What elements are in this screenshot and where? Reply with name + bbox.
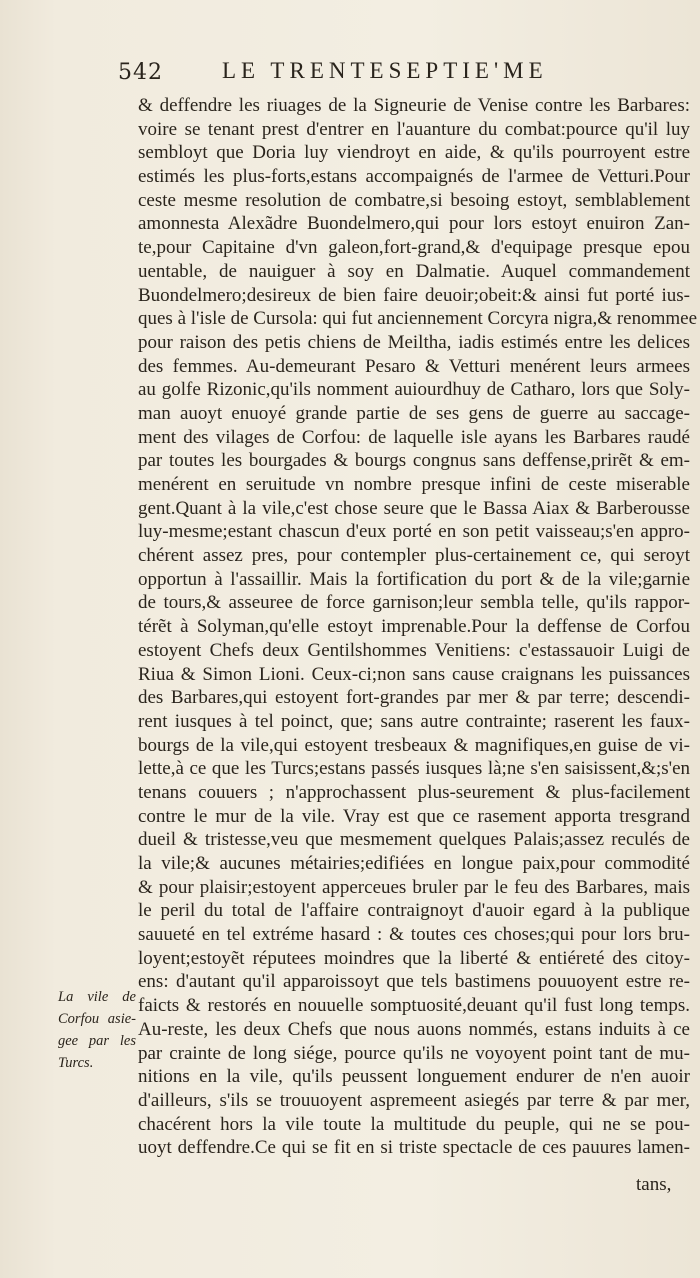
text-line: d'ailleurs, s'ils se trouuoyent aspremeent asiegés par terre & par mer, (138, 1089, 690, 1111)
text-line: opportun à l'assaillir. Mais la fortification du port & de la vile;garnie (138, 568, 690, 590)
page-number: 542 (118, 60, 163, 85)
text-line: ques à l'isle de Cursola: qui fut anciennement Corcyra nigra,& renommee (138, 308, 697, 330)
text-line: le peril du total de l'affaire contraignoyt d'auoir egard à la publique (138, 900, 690, 922)
text-line: loyent;estoyẽt réputees moindres que la liberté & entiéreté des citoy- (138, 947, 690, 969)
margin-note-line: La vile de (58, 989, 136, 1005)
text-line: estimés les plus-forts,estans accompaignés de l'armee de Vetturi.Pour (138, 166, 690, 188)
text-line: man auoyt enuoyé grande partie de ses gens de guerre au saccage- (138, 402, 690, 424)
running-head: LE TRENTESEPTIE'ME (222, 58, 548, 83)
text-line: amonnesta Alexãdre Buondelmero,qui pour lors estoyt enuiron Zan- (138, 213, 690, 235)
text-line: térẽt à Solyman,qu'elle estoyt imprenable.Pour la deffense de Corfou (138, 616, 690, 638)
text-line: sauueté en tel extréme hasard : & toutes ces choses;qui pour lors bru- (138, 924, 690, 946)
margin-note-line: gee par les (58, 1033, 136, 1049)
text-line: par crainte de long siége, pource qu'ils ne voyoyent point tant de mu- (138, 1042, 690, 1064)
text-line: Buondelmero;desireux de bien faire deuoir;obeit:& ainsi fut porté ius- (138, 284, 690, 306)
text-line: luy-mesme;estant chascun d'eux porté en son petit vaisseau;s'en appro- (138, 521, 690, 543)
text-line: des femmes. Au-demeurant Pesaro & Vetturi menérent leurs armees (138, 355, 690, 377)
text-line: chérent assez pres, pour contempler plus-certainement ce, qui seroyt (138, 545, 690, 567)
text-line: ens: d'autant qu'il apparoissoyt que tels bastimens pouuoyent estre re- (138, 971, 690, 993)
text-line: voire se tenant prest d'entrer en l'auanture du combat:pource qu'il luy (138, 118, 690, 140)
text-line: chacérent hors la vile toute la multitude du peuple, qui ne se pou- (138, 1113, 690, 1135)
text-line: la vile;& aucunes métairies;edifiées en longue paix,pour commodité (138, 853, 690, 874)
text-line: contre le mur de la vile. Vray est que ce rasement apporta tresgrand (138, 805, 690, 827)
margin-note (58, 986, 136, 1074)
text-line: Au-reste, les deux Chefs que nous auons nommés, estans induits à ce (138, 1018, 690, 1040)
text-line: faicts & restorés en nouuelle somptuosité,deuant qu'il fust long temps. (138, 995, 690, 1017)
text-line: au golfe Rizonic,qu'ils nomment auiourdhuy de Catharo, lors que Soly- (138, 379, 690, 401)
text-line: & deffendre les riuages de la Signeurie de Venise contre les Barbares: (138, 95, 690, 116)
text-line: lette,à ce que les Turcs;estans passés iusques là;ne s'en saisissent,&;s'en (138, 758, 690, 780)
text-line: ceste mesme resolution de combatre,si besoing estoyt, semblablement (138, 189, 690, 211)
text-line: menérent en seruitude vn nombre presque infini de ceste miserable (138, 474, 690, 495)
text-line: & pour plaisir;estoyent apperceues bruler par le feu des Barbares, mais (138, 876, 690, 898)
text-line: tenans couuers ; n'approchassent plus-seurement & plus-facilement (138, 781, 690, 803)
text-line: dueil & tristesse,veu que mesmement quelques Palais;assez reculés de (138, 829, 690, 851)
text-line: bourgs de la vile,qui estoyent tresbeaux & magnifiques,en guise de vi- (138, 734, 690, 756)
margin-note-line: Turcs. (58, 1055, 94, 1071)
text-line: ment des vilages de Corfou: de laquelle isle ayans les Barbares raudé (138, 426, 690, 448)
text-line: uentable, de nauiguer à soy en Dalmatie. Auquel commandement (138, 260, 690, 282)
text-line: Riua & Simon Lioni. Ceux-ci;non sans cause craignans les puissances (138, 663, 690, 685)
catchword: tans, (636, 1174, 672, 1195)
text-line: des Barbares,qui estoyent fort-grandes par mer & par terre; descendi- (138, 687, 690, 709)
text-line: nitions en la vile, qu'ils peussent longuement endurer de n'en auoir (138, 1066, 690, 1088)
text-line: pour raison des petis chiens de Meiltha, iadis estimés entre les delices (138, 331, 690, 353)
text-line: par toutes les bourgades & bourgs congnus sans deffense,prirẽt & em- (138, 450, 690, 472)
text-line: rent iusques à tel poinct, que; sans autre contrainte; raserent les faux- (138, 710, 690, 732)
margin-note-line: Corfou asie- (58, 1011, 136, 1027)
text-line: te,pour Capitaine d'vn galeon,fort-grand,& d'equipage presque epou (138, 237, 690, 259)
text-line: de tours,& asseuree de force garnison;leur sembla telle, qu'ils rappor- (138, 592, 690, 614)
text-line: estoyent Chefs deux Gentilshommes Venitiens: c'estassauoir Luigi de (138, 639, 690, 661)
body-text (138, 94, 697, 1160)
text-line: gent.Quant à la vile,c'est chose seure que le Bassa Aiax & Barberousse (138, 497, 690, 519)
text-line: sembloyt que Doria luy viendroyt en aide, & qu'ils pourroyent estre (138, 142, 690, 164)
text-line: uoyt deffendre.Ce qui se fit en si triste spectacle de ces pauures lamen- (138, 1137, 690, 1159)
